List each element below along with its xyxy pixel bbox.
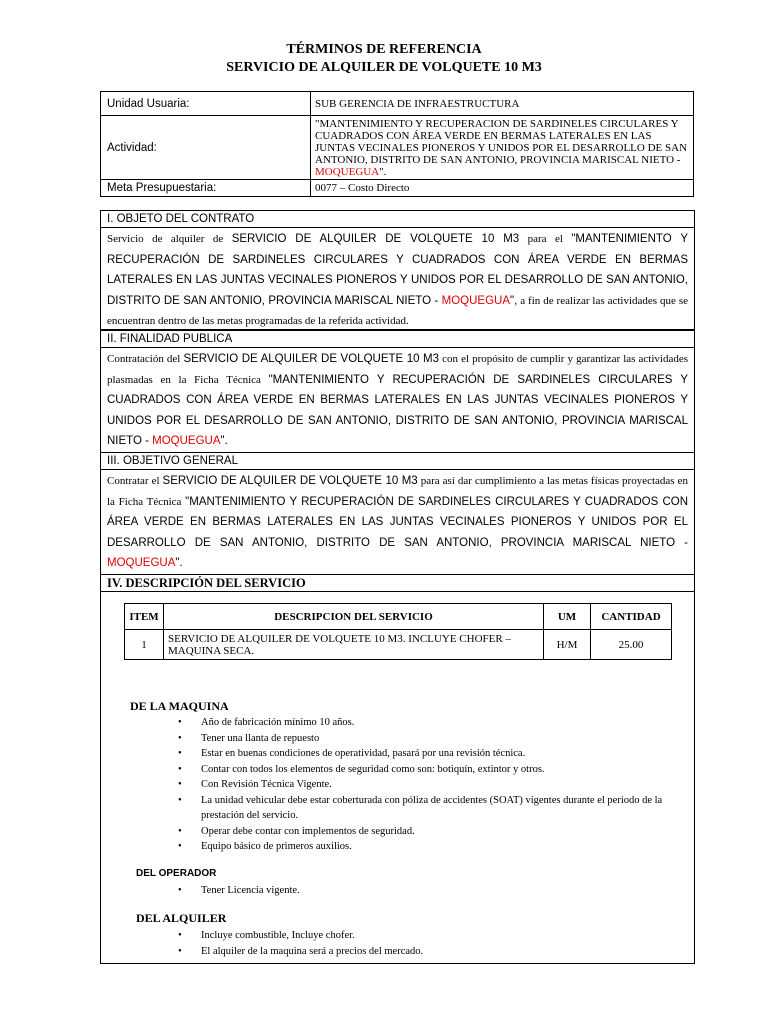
- document-subtitle: SERVICIO DE ALQUILER DE VOLQUETE 10 M3: [226, 60, 542, 75]
- section-heading: II. FINALIDAD PUBLICA: [101, 331, 694, 348]
- cell-item: 1: [125, 630, 164, 660]
- section-heading: I. OBJETO DEL CONTRATO: [101, 211, 694, 228]
- section-descripcion: [100, 574, 695, 964]
- section-body: Contratar el SERVICIO DE ALQUILER DE VOLQUETE 10 M3 para así dar cumplimiento a las metas físicas proyectadas en la Ficha Técnica "MANTENIMIENTO Y RECUPERACIÓN DE SARDINELES CIRCULARES Y CUADRADOS CON ÁREA VERDE EN BERMAS LATERALES EN LAS JUNTAS VECINALES PIONEROS Y UNIDOS POR EL DESARROLLO DE SAN ANTONIO, DISTRITO DE SAN ANTONIO, PROVINCIA MARISCAL NIETO - MOQUEGUA".: [107, 475, 689, 569]
- unidad-value: SUB GERENCIA DE INFRAESTRUCTURA: [311, 92, 694, 116]
- alquiler-list: [178, 928, 678, 959]
- meta-value: 0077 – Costo Directo: [311, 180, 694, 197]
- list-item: • Equipo básico de primeros auxilios.: [178, 839, 678, 855]
- unidad-label: Unidad Usuaria:: [101, 92, 311, 116]
- cell-um: H/M: [544, 630, 591, 660]
- section-objeto: [100, 210, 695, 330]
- list-item: • Tener una llanta de repuesto: [178, 731, 678, 747]
- cell-descripcion: SERVICIO DE ALQUILER DE VOLQUETE 10 M3. INCLUYE CHOFER – MAQUINA SECA.: [164, 630, 544, 660]
- maquina-list: [178, 715, 678, 855]
- actividad-value: "MANTENIMIENTO Y RECUPERACION DE SARDINELES CIRCULARES Y CUADRADOS CON ÁREA VERDE EN BERMAS LATERALES EN LAS JUNTAS VECINALES PIONEROS Y UNIDOS POR EL DESARROLLO DE SAN ANTONIO, DISTRITO DE SAN ANTONIO, PROVINCIA MARISCAL NIETO - MOQUEGUA".: [311, 116, 694, 180]
- section-body: Servicio de alquiler de SERVICIO DE ALQUILER DE VOLQUETE 10 M3 para el "MANTENIMIENTO Y RECUPERACIÓN DE SARDINELES CIRCULARES Y CUADRADOS CON ÁREA VERDE EN BERMAS LATERALES EN LAS JUNTAS VECINALES PIONEROS Y UNIDOS POR EL DESARROLLO DE SAN ANTONIO, DISTRITO DE SAN ANTONIO, PROVINCIA MARISCAL NIETO - MOQUEGUA", a fin de realizar las actividades que se encuentran dentro de las metas programadas de la referida actividad.: [107, 233, 688, 327]
- document-title: TÉRMINOS DE REFERENCIA: [286, 42, 482, 57]
- maquina-title: DE LA MAQUINA: [130, 699, 229, 713]
- cell-cantidad: 25.00: [591, 630, 672, 660]
- section-body: Contratación del SERVICIO DE ALQUILER DE VOLQUETE 10 M3 con el propósito de cumplir y garantizar las actividades plasmadas en la Ficha Técnica "MANTENIMIENTO Y RECUPERACIÓN DE SARDINELES CIRCULARES Y CUADRADOS CON ÁREA VERDE EN BERMAS LATERALES EN LAS JUNTAS VECINALES PIONEROS Y UNIDOS POR EL DESARROLLO DE SAN ANTONIO, DISTRITO DE SAN ANTONIO, PROVINCIA MARISCAL NIETO - MOQUEGUA".: [107, 353, 689, 447]
- info-table: [100, 91, 694, 197]
- section-finalidad: [100, 330, 695, 453]
- list-item: • Estar en buenas condiciones de operatividad, pasará por una revisión técnica.: [178, 746, 678, 762]
- section-heading: III. OBJETIVO GENERAL: [101, 453, 694, 470]
- col-header-descripcion: DESCRIPCION DEL SERVICIO: [164, 604, 544, 630]
- section-objetivo: [100, 452, 695, 575]
- list-item: • Año de fabricación mínimo 10 años.: [178, 715, 678, 731]
- table-row: [125, 630, 672, 660]
- service-table: [124, 603, 672, 660]
- actividad-label: Actividad:: [101, 116, 311, 180]
- operador-title: DEL OPERADOR: [136, 868, 217, 879]
- list-item: • Tener Licencia vigente.: [178, 883, 678, 899]
- section-heading: IV. DESCRIPCIÓN DEL SERVICIO: [101, 575, 694, 592]
- alquiler-title: DEL ALQUILER: [136, 911, 227, 925]
- list-item: • Incluye combustible, Incluye chofer.: [178, 928, 678, 944]
- list-item: • Operar debe contar con implementos de seguridad.: [178, 824, 678, 840]
- operador-list: [178, 883, 678, 899]
- col-header-item: ITEM: [125, 604, 164, 630]
- list-item: • Con Revisión Técnica Vigente.: [178, 777, 678, 793]
- col-header-um: UM: [544, 604, 591, 630]
- list-item: • El alquiler de la maquina será a precios del mercado.: [178, 944, 678, 960]
- list-item: • Contar con todos los elementos de seguridad como son: botiquín, extintor y otros.: [178, 762, 678, 778]
- col-header-cantidad: CANTIDAD: [591, 604, 672, 630]
- meta-label: Meta Presupuestaria:: [101, 180, 311, 197]
- list-item: • La unidad vehicular debe estar coberturada con póliza de accidentes (SOAT) vigentes durante el periodo de la prestación del servicio.: [178, 793, 678, 824]
